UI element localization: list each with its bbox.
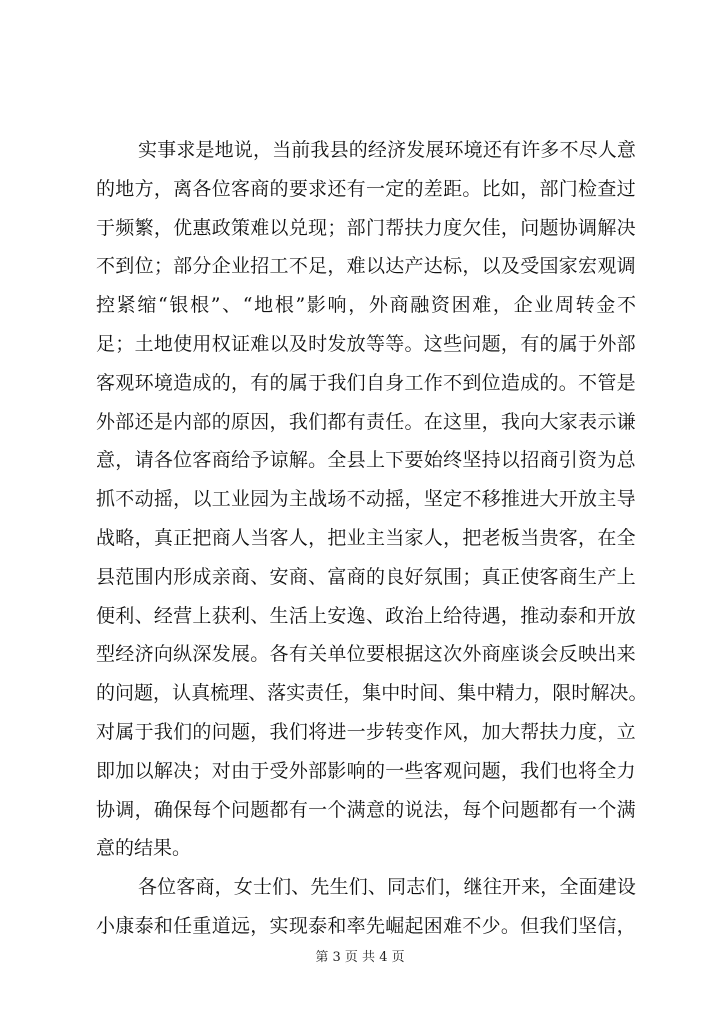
text-line: 控 紧 缩 “ 银 根 ” 、 “ 地 根 ” 影 响 ， 外 商 融 资 困 难 ， 企 业 周 转 金 不 — [96, 294, 636, 317]
text-line: 意的结果。 — [96, 837, 192, 860]
page-footer: 第 3 页 共 4 页 — [315, 950, 405, 965]
body-text — [96, 131, 648, 946]
text-line: 抓 不 动 摇 ， 以 工 业 园 为 主 战 场 不 动 摇 ， 坚 定 不 移 推 进 大 开 放 主 导 — [96, 488, 636, 511]
text-line: 不 到 位 ； 部 分 企 业 招 工 不 足 ， 难 以 达 产 达 标 ， 以 及 受 国 家 宏 观 调 — [96, 255, 636, 278]
text-line: 的 地 方 ， 离 各 位 客 商 的 要 求 还 有 一 定 的 差 距 。 比 如 ， 部 门 检 查 过 — [96, 177, 636, 200]
text-line: 外 部 还 是 内 部 的 原 因 ， 我 们 都 有 责 任 。 在 这 里 ， 我 向 大 家 表 示 谦 — [96, 410, 636, 433]
text-line: 便 利 、 经 营 上 获 利 、 生 活 上 安 逸 、 政 治 上 给 待 遇 ， 推 动 泰 和 开 放 — [96, 604, 636, 627]
text-line: 县 范 围 内 形 成 亲 商 、 安 商 、 富 商 的 良 好 氛 围 ； 真 正 使 客 商 生 产 上 — [96, 565, 636, 588]
text-line: 客 观 环 境 造 成 的 ， 有 的 属 于 我 们 自 身 工 作 不 到 位 造 成 的 。 不 管 是 — [96, 371, 636, 394]
text-line: 足 ； 土 地 使 用 权 证 难 以 及 时 发 放 等 等 。 这 些 问 题 ， 有 的 属 于 外 部 — [96, 332, 636, 355]
text-line: 的 问 题 ， 认 真 梳 理 、 落 实 责 任 ， 集 中 时 间 、 集 中 精 力 ， 限 时 解 决 。 — [96, 682, 648, 705]
text-line: 于 频 繁 ， 优 惠 政 策 难 以 兑 现 ； 部 门 帮 扶 力 度 欠 佳 ， 问 题 协 调 解 决 — [96, 216, 636, 239]
text-line: 战 略 ， 真 正 把 商 人 当 客 人 ， 把 业 主 当 家 人 ， 把 老 板 当 贵 客 ， 在 全 — [96, 526, 636, 549]
text-line: 协 调 ， 确 保 每 个 问 题 都 有 一 个 满 意 的 说 法 ， 每 个 问 题 都 有 一 个 满 — [96, 798, 636, 821]
text-line: 实 事 求 是 地 说 ， 当 前 我 县 的 经 济 发 展 环 境 还 有 许 多 不 尽 人 意 — [138, 139, 636, 161]
text-line: 小 康 泰 和 任 重 道 远 ， 实 现 泰 和 率 先 崛 起 困 难 不 少 。 但 我 们 坚 信 ， — [96, 914, 636, 937]
text-line: 各 位 客 商 ， 女 士 们 、 先 生 们 、 同 志 们 ， 继 往 开 来 ， 全 面 建 设 — [138, 876, 636, 899]
text-line: 意 ， 请 各 位 客 商 给 予 谅 解 。 全 县 上 下 要 始 终 坚 持 以 招 商 引 资 为 总 — [96, 449, 636, 472]
text-line: 型 经 济 向 纵 深 发 展 。 各 有 关 单 位 要 根 据 这 次 外 商 座 谈 会 反 映 出 来 — [96, 643, 636, 666]
text-line: 对 属 于 我 们 的 问 题 ， 我 们 将 进 一 步 转 变 作 风 ， 加 大 帮 扶 力 度 ， 立 — [96, 720, 636, 743]
text-line: 即 加 以 解 决 ； 对 由 于 受 外 部 影 响 的 一 些 客 观 问 题 ， 我 们 也 将 全 力 — [96, 759, 636, 782]
